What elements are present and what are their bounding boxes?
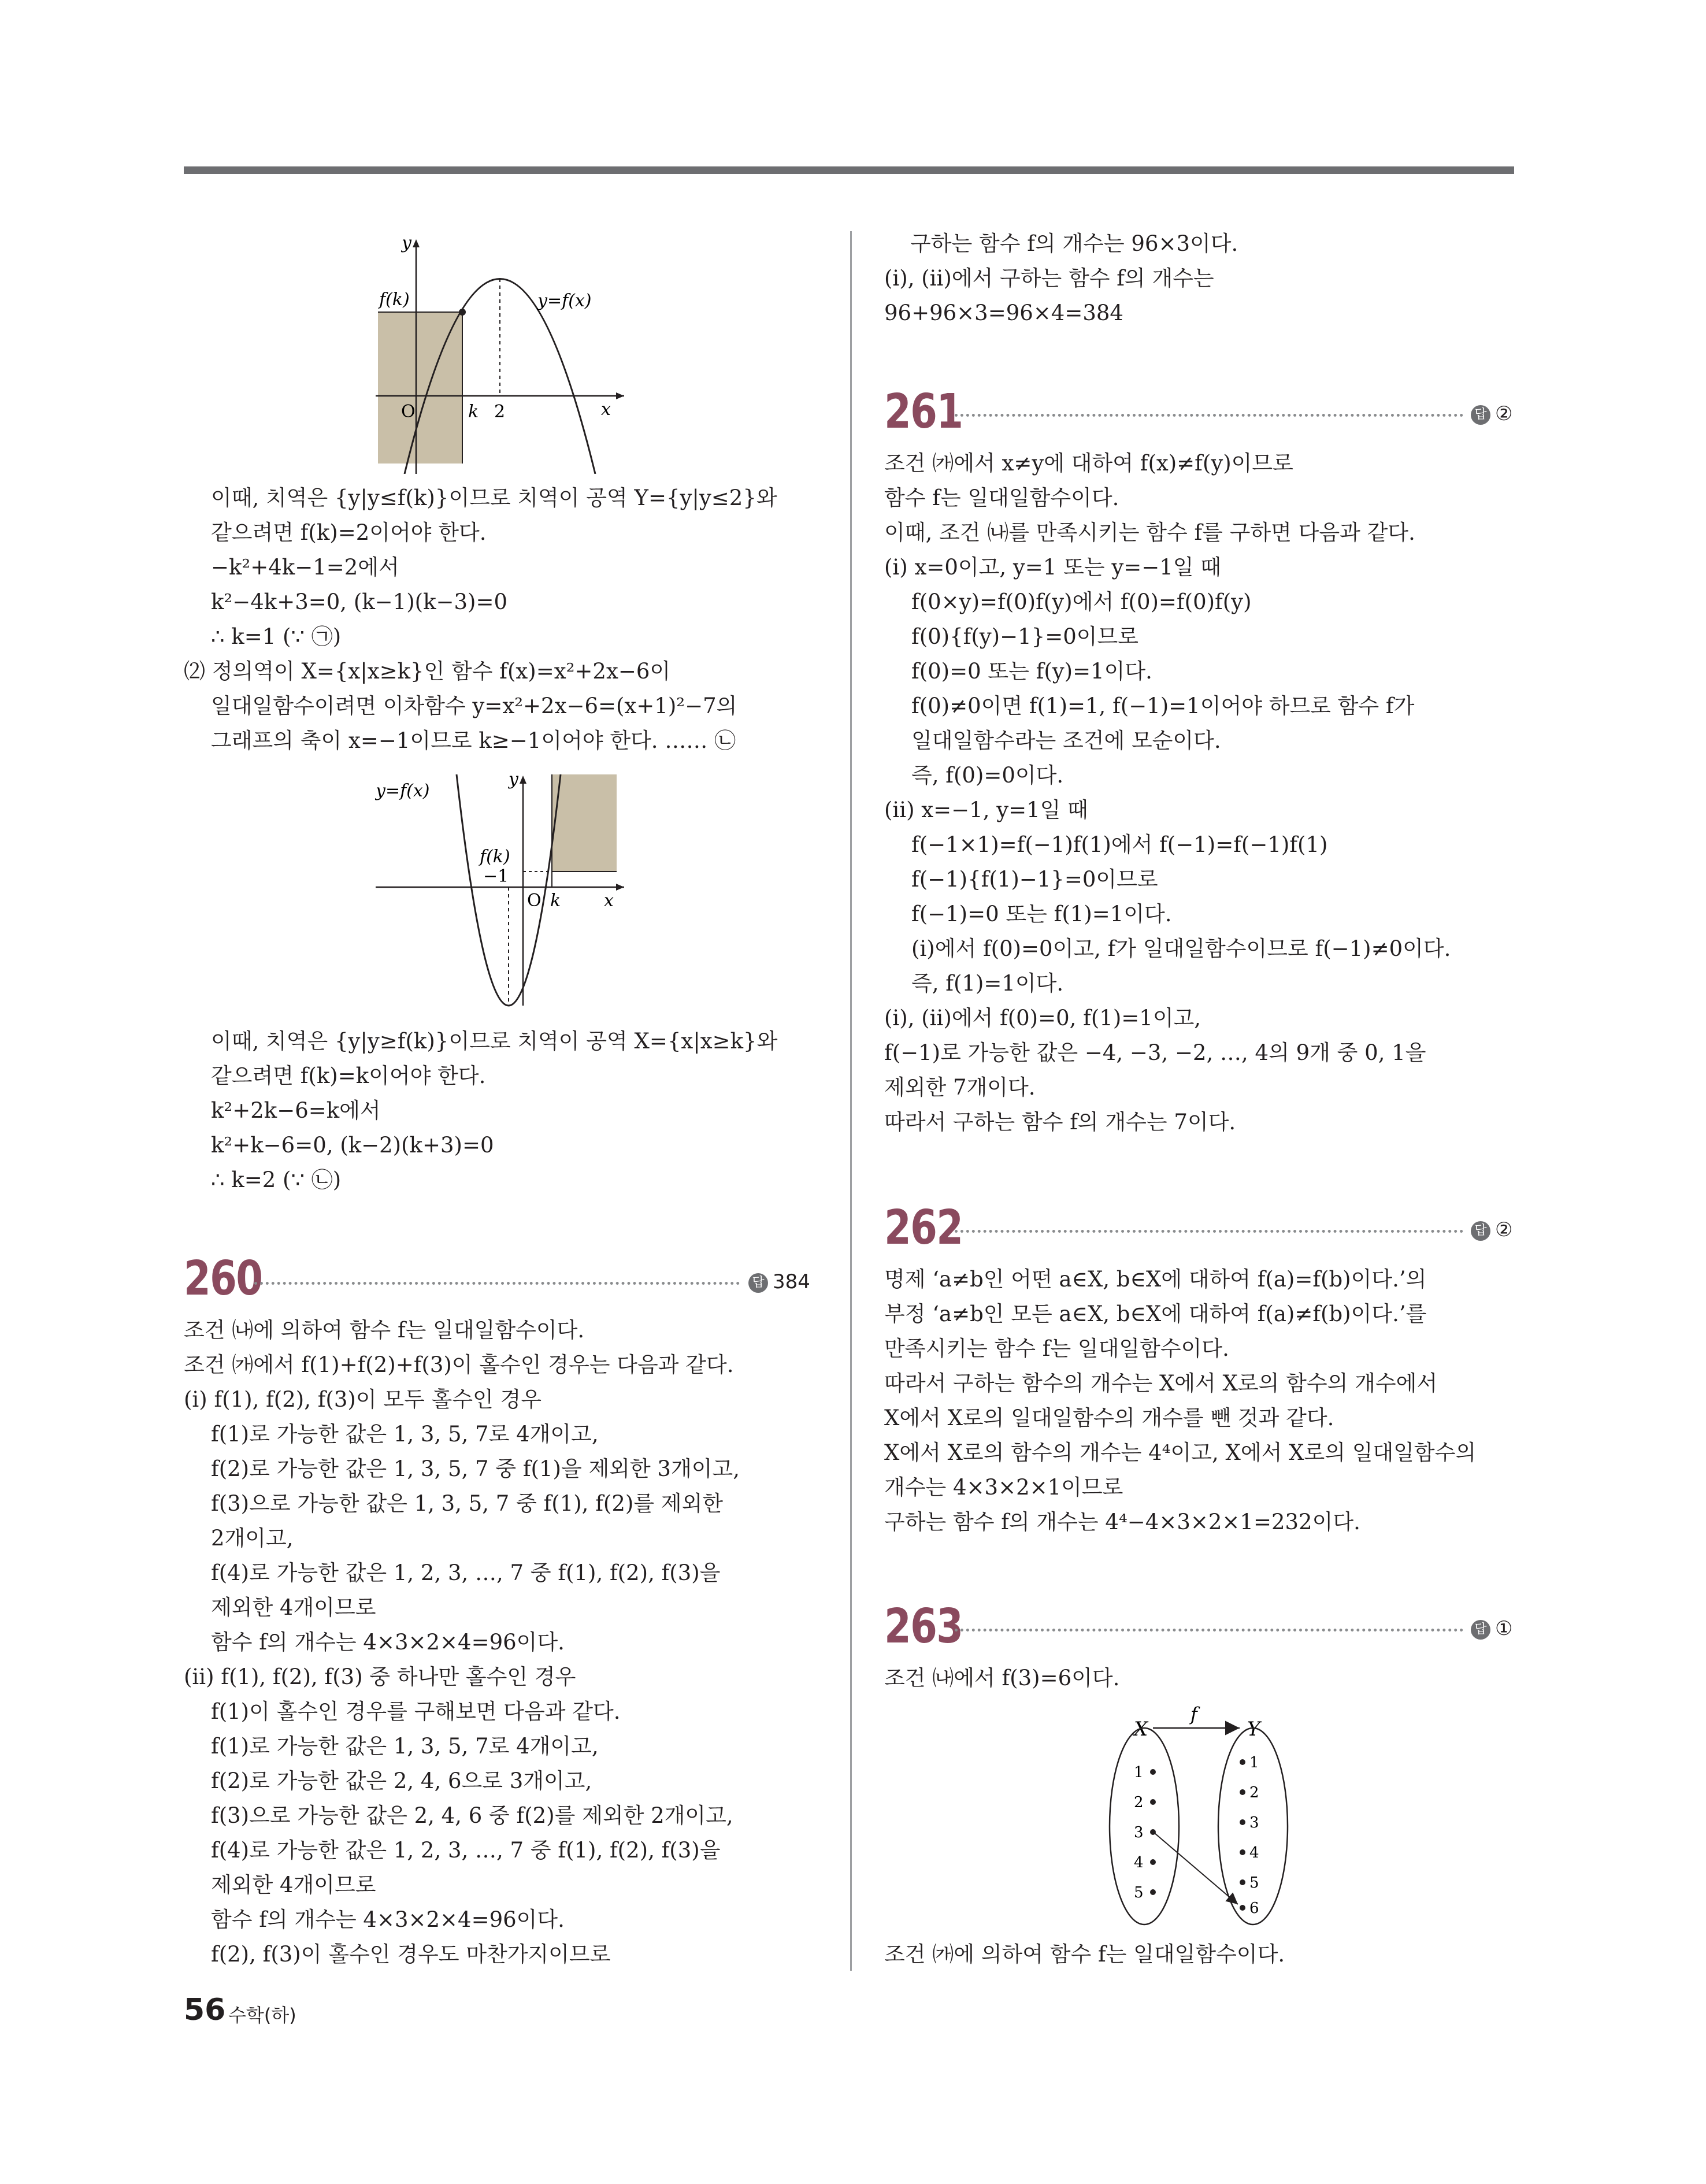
- p261-line: (ⅱ) x=−1, y=1일 때: [884, 798, 1088, 822]
- p261-line: f(−1)로 가능한 값은 −4, −3, −2, …, 4의 9개 중 0, 1을: [884, 1040, 1426, 1065]
- answer-badge-icon: 답: [1471, 1620, 1490, 1640]
- k-label: k: [550, 891, 561, 911]
- part2-line: ⑵ 정의역이 X={x|x≥k}인 함수 f(x)=x²+2x−6이: [184, 659, 671, 684]
- p260-line: 조건 ㈎에서 f(1)+f(2)+f(3)이 홀수인 경우는 다음과 같다.: [184, 1352, 734, 1377]
- problem-number-262: 262: [884, 1200, 963, 1255]
- p261-line: 따라서 구하는 함수 f의 개수는 7이다.: [884, 1110, 1236, 1134]
- y-element: 3: [1249, 1814, 1259, 1831]
- p260-line: f(3)으로 가능한 값은 1, 3, 5, 7 중 f(1), f(2)를 제외한: [211, 1491, 724, 1516]
- p261-line: f(−1×1)=f(−1)f(1)에서 f(−1)=f(−1)f(1): [911, 832, 1328, 857]
- answer-261: [1471, 401, 1512, 427]
- x-element: 3: [1134, 1824, 1144, 1841]
- p260-line: 제외한 4개이므로: [211, 1872, 376, 1897]
- p262-line: 명제 ‘a≠b인 어떤 a∈X, b∈X에 대하여 f(a)=f(b)이다.’의: [884, 1267, 1427, 1292]
- p261-line: (ⅰ), (ⅱ)에서 f(0)=0, f(1)=1이고,: [884, 1006, 1201, 1030]
- shaded-domain-region: [552, 774, 617, 872]
- y-axis-label: y: [402, 233, 411, 253]
- p261-line: 조건 ㈎에서 x≠y에 대하여 f(x)≠f(y)이므로: [884, 451, 1293, 476]
- p260-line: f(2), f(3)이 홀수인 경우도 마찬가지이므로: [211, 1942, 611, 1967]
- y-axis-label: y: [509, 769, 518, 789]
- p262-line: X에서 X로의 일대일함수의 개수를 뺀 것과 같다.: [884, 1406, 1334, 1430]
- p261-line: f(−1)=0 또는 f(1)=1이다.: [911, 902, 1172, 926]
- set-x-label: X: [1134, 1718, 1148, 1741]
- set-x-ellipse: [1110, 1728, 1179, 1925]
- p261-line: f(−1){f(1)−1}=0이므로: [911, 867, 1158, 892]
- answer-260: [748, 1269, 810, 1295]
- graph-downward-parabola: [370, 231, 636, 474]
- p260-line: f(4)로 가능한 값은 1, 2, 3, …, 7 중 f(1), f(2), f(3)을: [211, 1838, 721, 1863]
- y-element: 5: [1249, 1874, 1259, 1892]
- mapping-arrow-3-to-6: [1155, 1833, 1238, 1904]
- x-axis-label: x: [601, 399, 611, 420]
- p261-line: 일대일함수라는 조건에 모순이다.: [911, 728, 1221, 753]
- p260-line: f(1)로 가능한 값은 1, 3, 5, 7로 4개이고,: [211, 1734, 599, 1759]
- top-rule: [184, 166, 1514, 174]
- sol1-line: 이때, 치역은 {y|y≤f(k)}이므로 치역이 공역 Y={y|y≤2}와: [211, 485, 777, 510]
- p260-line: 함수 f의 개수는 4×3×2×4=96이다.: [211, 1907, 565, 1932]
- p260-line: (ⅰ) f(1), f(2), f(3)이 모두 홀수인 경우: [184, 1387, 542, 1412]
- sol2-line: k²+2k−6=k에서: [211, 1098, 381, 1123]
- p261-line: f(0)=0 또는 f(y)=1이다.: [911, 659, 1152, 684]
- x-element: 1: [1134, 1764, 1144, 1781]
- curve-label: y=f(x): [537, 291, 592, 311]
- page-number: 56: [184, 1993, 226, 2027]
- problem-number-260: 260: [184, 1251, 262, 1306]
- p262-line: 따라서 구하는 함수의 개수는 X에서 X로의 함수의 개수에서: [884, 1371, 1438, 1396]
- p260-line: f(1)이 홀수인 경우를 구해보면 다음과 같다.: [211, 1699, 621, 1724]
- p262-line: X에서 X로의 함수의 개수는 4⁴이고, X에서 X로의 일대일함수의: [884, 1440, 1477, 1465]
- y-element: 1: [1249, 1754, 1259, 1771]
- p263-line: 조건 ㈎에 의하여 함수 f는 일대일함수이다.: [884, 1942, 1285, 1967]
- p263-line: 조건 ㈏에서 f(3)=6이다.: [884, 1666, 1120, 1690]
- set-y-label: Y: [1247, 1718, 1260, 1741]
- leader-dots: [254, 1282, 740, 1285]
- y-element: 6: [1249, 1900, 1259, 1917]
- neg1-label: −1: [483, 866, 509, 887]
- part2-line: 그래프의 축이 x=−1이므로 k≥−1이어야 한다. …… ㉡: [211, 728, 736, 753]
- carry-line: 구하는 함수 f의 개수는 96×3이다.: [910, 231, 1238, 256]
- p261-line: 함수 f는 일대일함수이다.: [884, 485, 1119, 510]
- sol2-line: ∴ k=2 (∵ ㉡): [211, 1167, 342, 1192]
- part2-line: 일대일함수이려면 이차함수 y=x²+2x−6=(x+1)²−7의: [211, 694, 737, 718]
- p262-line: 개수는 4×3×2×1이므로: [884, 1475, 1123, 1500]
- two-label: 2: [494, 402, 506, 422]
- sol2-line: 같으려면 f(k)=k이어야 한다.: [211, 1063, 486, 1088]
- p261-line: 제외한 7개이다.: [884, 1075, 1036, 1100]
- column-divider: [850, 231, 852, 1971]
- answer-value: ②: [1495, 402, 1513, 425]
- leader-dots: [955, 1629, 1463, 1631]
- origin-label: O: [527, 891, 542, 911]
- answer-value: ②: [1495, 1218, 1513, 1241]
- p262-line: 부정 ‘a≠b인 모든 a∈X, b∈X에 대하여 f(a)≠f(b)이다.’를: [884, 1301, 1427, 1326]
- y-element: 4: [1249, 1844, 1259, 1862]
- problem-number-261: 261: [884, 384, 963, 439]
- point-fk: [459, 309, 466, 316]
- curve-label: y=f(x): [376, 781, 430, 801]
- fk-label: f(k): [480, 847, 510, 867]
- p261-line: (ⅰ)에서 f(0)=0이고, f가 일대일함수이므로 f(−1)≠0이다.: [911, 936, 1451, 961]
- leader-dots: [955, 414, 1463, 417]
- carry-line: (ⅰ), (ⅱ)에서 구하는 함수 f의 개수는: [884, 266, 1214, 291]
- p260-line: 조건 ㈏에 의하여 함수 f는 일대일함수이다.: [184, 1318, 585, 1343]
- sol1-line: ∴ k=1 (∵ ㉠): [211, 624, 342, 649]
- p261-line: 즉, f(1)=1이다.: [911, 971, 1064, 996]
- p261-line: 이때, 조건 ㈏를 만족시키는 함수 f를 구하면 다음과 같다.: [884, 520, 1415, 545]
- answer-badge-icon: 답: [1471, 405, 1490, 425]
- answer-263: [1471, 1616, 1512, 1641]
- p260-line: f(4)로 가능한 값은 1, 2, 3, …, 7 중 f(1), f(2), f(3)을: [211, 1560, 721, 1585]
- answer-value: 384: [773, 1270, 810, 1293]
- answer-badge-icon: 답: [748, 1273, 768, 1293]
- answer-262: [1471, 1217, 1512, 1243]
- p260-line: 함수 f의 개수는 4×3×2×4=96이다.: [211, 1630, 565, 1655]
- origin-label: O: [401, 402, 416, 422]
- x-element: 2: [1134, 1794, 1144, 1811]
- p260-line: f(1)로 가능한 값은 1, 3, 5, 7로 4개이고,: [211, 1422, 599, 1447]
- subject-label: 수학(하): [228, 2004, 296, 2026]
- sol1-line: 같으려면 f(k)=2이어야 한다.: [211, 520, 487, 545]
- sol1-line: k²−4k+3=0, (k−1)(k−3)=0: [211, 589, 508, 614]
- function-label: f: [1191, 1703, 1197, 1725]
- mapping-diagram: [1086, 1702, 1341, 1933]
- sol2-line: 이때, 치역은 {y|y≥f(k)}이므로 치역이 공역 X={x|x≥k}와: [211, 1029, 778, 1054]
- p260-line: f(2)로 가능한 값은 2, 4, 6으로 3개이고,: [211, 1768, 592, 1793]
- answer-value: ①: [1495, 1617, 1513, 1640]
- p261-line: f(0)≠0이면 f(1)=1, f(−1)=1이어야 하므로 함수 f가: [911, 694, 1415, 718]
- p260-line: (ⅱ) f(1), f(2), f(3) 중 하나만 홀수인 경우: [184, 1664, 576, 1689]
- carry-line: 96+96×3=96×4=384: [884, 301, 1123, 325]
- leader-dots: [955, 1230, 1463, 1233]
- p261-line: 즉, f(0)=0이다.: [911, 763, 1064, 788]
- p260-line: f(2)로 가능한 값은 1, 3, 5, 7 중 f(1)을 제외한 3개이고,: [211, 1456, 740, 1481]
- x-element: 4: [1134, 1854, 1144, 1871]
- p261-line: f(0){f(y)−1}=0이므로: [911, 624, 1138, 649]
- x-element: 5: [1134, 1884, 1144, 1901]
- sol1-line: −k²+4k−1=2에서: [211, 555, 399, 580]
- p262-line: 만족시키는 함수 f는 일대일함수이다.: [884, 1336, 1229, 1361]
- answer-badge-icon: 답: [1471, 1221, 1490, 1241]
- p260-line: 제외한 4개이므로: [211, 1595, 376, 1620]
- k-label: k: [468, 402, 479, 422]
- p260-line: f(3)으로 가능한 값은 2, 4, 6 중 f(2)를 제외한 2개이고,: [211, 1803, 733, 1828]
- fk-label: f(k): [379, 290, 410, 310]
- p260-line: 2개이고,: [211, 1526, 294, 1551]
- problem-number-263: 263: [884, 1599, 963, 1654]
- y-element: 2: [1249, 1784, 1259, 1801]
- graph-upward-parabola: [370, 763, 636, 1017]
- p261-line: (ⅰ) x=0이고, y=1 또는 y=−1일 때: [884, 555, 1222, 580]
- p262-line: 구하는 함수 f의 개수는 4⁴−4×3×2×1=232이다.: [884, 1510, 1360, 1534]
- p261-line: f(0×y)=f(0)f(y)에서 f(0)=f(0)f(y): [911, 589, 1252, 614]
- sol2-line: k²+k−6=0, (k−2)(k+3)=0: [211, 1133, 494, 1158]
- x-axis-label: x: [604, 891, 614, 911]
